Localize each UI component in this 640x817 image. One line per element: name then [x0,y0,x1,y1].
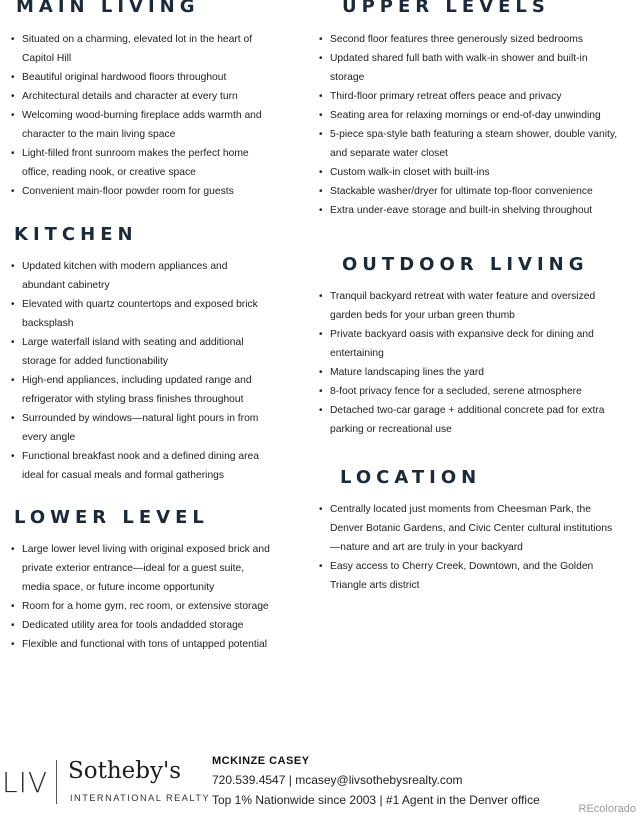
list-item: • Situated on a charming, elevated lot in the heart of Capitol Hill [8,30,270,68]
list-item: • Dedicated utility area for tools andadded storage [8,616,270,635]
list-item: • Light-filled front sunroom makes the perfect home office, reading nook, or creative space [8,144,270,182]
list-item: • Seating area for relaxing mornings or end-of-day unwinding [316,106,620,125]
list-item: • Tranquil backyard retreat with water feature and oversized garden beds for your urban green thumb [316,287,620,325]
list-item: • Stackable washer/dryer for ultimate top-floor convenience [316,182,620,201]
section-title-main-living: MAIN LIVING [16,0,200,17]
list-item: • Third-floor primary retreat offers peace and privacy [316,87,620,106]
list-item: • Welcoming wood-burning fireplace adds warmth and character to the main living space [8,106,270,144]
section-title-kitchen: KITCHEN [14,224,138,245]
section-title-lower-level: LOWER LEVEL [14,507,209,528]
outdoor-living-list [316,287,620,439]
list-item: • Custom walk-in closet with built-ins [316,163,620,182]
list-item: • 5-piece spa-style bath featuring a steam shower, double vanity, and separate water closet [316,125,620,163]
section-title-outdoor-living: OUTDOOR LIVING [342,254,589,275]
list-item: • Mature landscaping lines the yard [316,363,620,382]
listing-credit: REcolorado [578,803,636,815]
section-title-upper-levels: UPPER LEVELS [342,0,550,17]
list-item: • Architectural details and character at every turn [8,87,270,106]
list-item: • Large waterfall island with seating and additional storage for added functionability [8,333,270,371]
list-item: • Convenient main-floor powder room for guests [8,182,270,201]
kitchen-list [8,257,270,485]
lower-level-list [8,540,270,654]
section-title-location: LOCATION [340,467,482,488]
list-item: • Updated kitchen with modern appliances and abundant cabinetry [8,257,270,295]
logo-subtitle: INTERNATIONAL REALTY [70,793,211,803]
agent-name: MCKINZE CASEY [212,755,310,767]
list-item: • Private backyard oasis with expansive deck for dining and entertaining [316,325,620,363]
list-item: • Beautiful original hardwood floors throughout [8,68,270,87]
agent-info [212,755,540,807]
logo-divider [56,760,57,804]
agent-tagline: Top 1% Nationwide since 2003 | #1 Agent in the Denver office [212,793,540,807]
list-item: • Easy access to Cherry Creek, Downtown, and the Golden Triangle arts district [316,557,620,595]
list-item: • Detached two-car garage + additional concrete pad for extra parking or recreational use [316,401,620,439]
list-item: • Elevated with quartz countertops and exposed brick backsplash [8,295,270,333]
logo-brand: Sotheby's [68,758,182,784]
list-item: • Room for a home gym, rec room, or extensive storage [8,597,270,616]
upper-levels-list [316,30,620,220]
location-list [316,500,620,595]
list-item: • High-end appliances, including updated range and refrigerator with styling brass finishes throughout [8,371,270,409]
logo-liv: LIV [2,766,49,799]
list-item: • Surrounded by windows—natural light pours in from every angle [8,409,270,447]
main-living-list [8,30,270,201]
list-item: • Extra under-eave storage and built-in shelving throughout [316,201,620,220]
agent-contact: 720.539.4547 | mcasey@livsothebysrealty.com [212,773,463,787]
list-item: • Flexible and functional with tons of untapped potential [8,635,270,654]
list-item: • 8-foot privacy fence for a secluded, serene atmosphere [316,382,620,401]
list-item: • Functional breakfast nook and a defined dining area ideal for casual meals and formal gatherings [8,447,270,485]
list-item: • Centrally located just moments from Cheesman Park, the Denver Botanic Gardens, and Civic Center cultural institutions—nature and art are truly in your backyard [316,500,620,557]
list-item: • Updated shared full bath with walk-in shower and built-in storage [316,49,620,87]
list-item: • Second floor features three generously sized bedrooms [316,30,620,49]
list-item: • Large lower level living with original exposed brick and private exterior entrance—ideal for a guest suite, media space, or future income opportunity [8,540,270,597]
